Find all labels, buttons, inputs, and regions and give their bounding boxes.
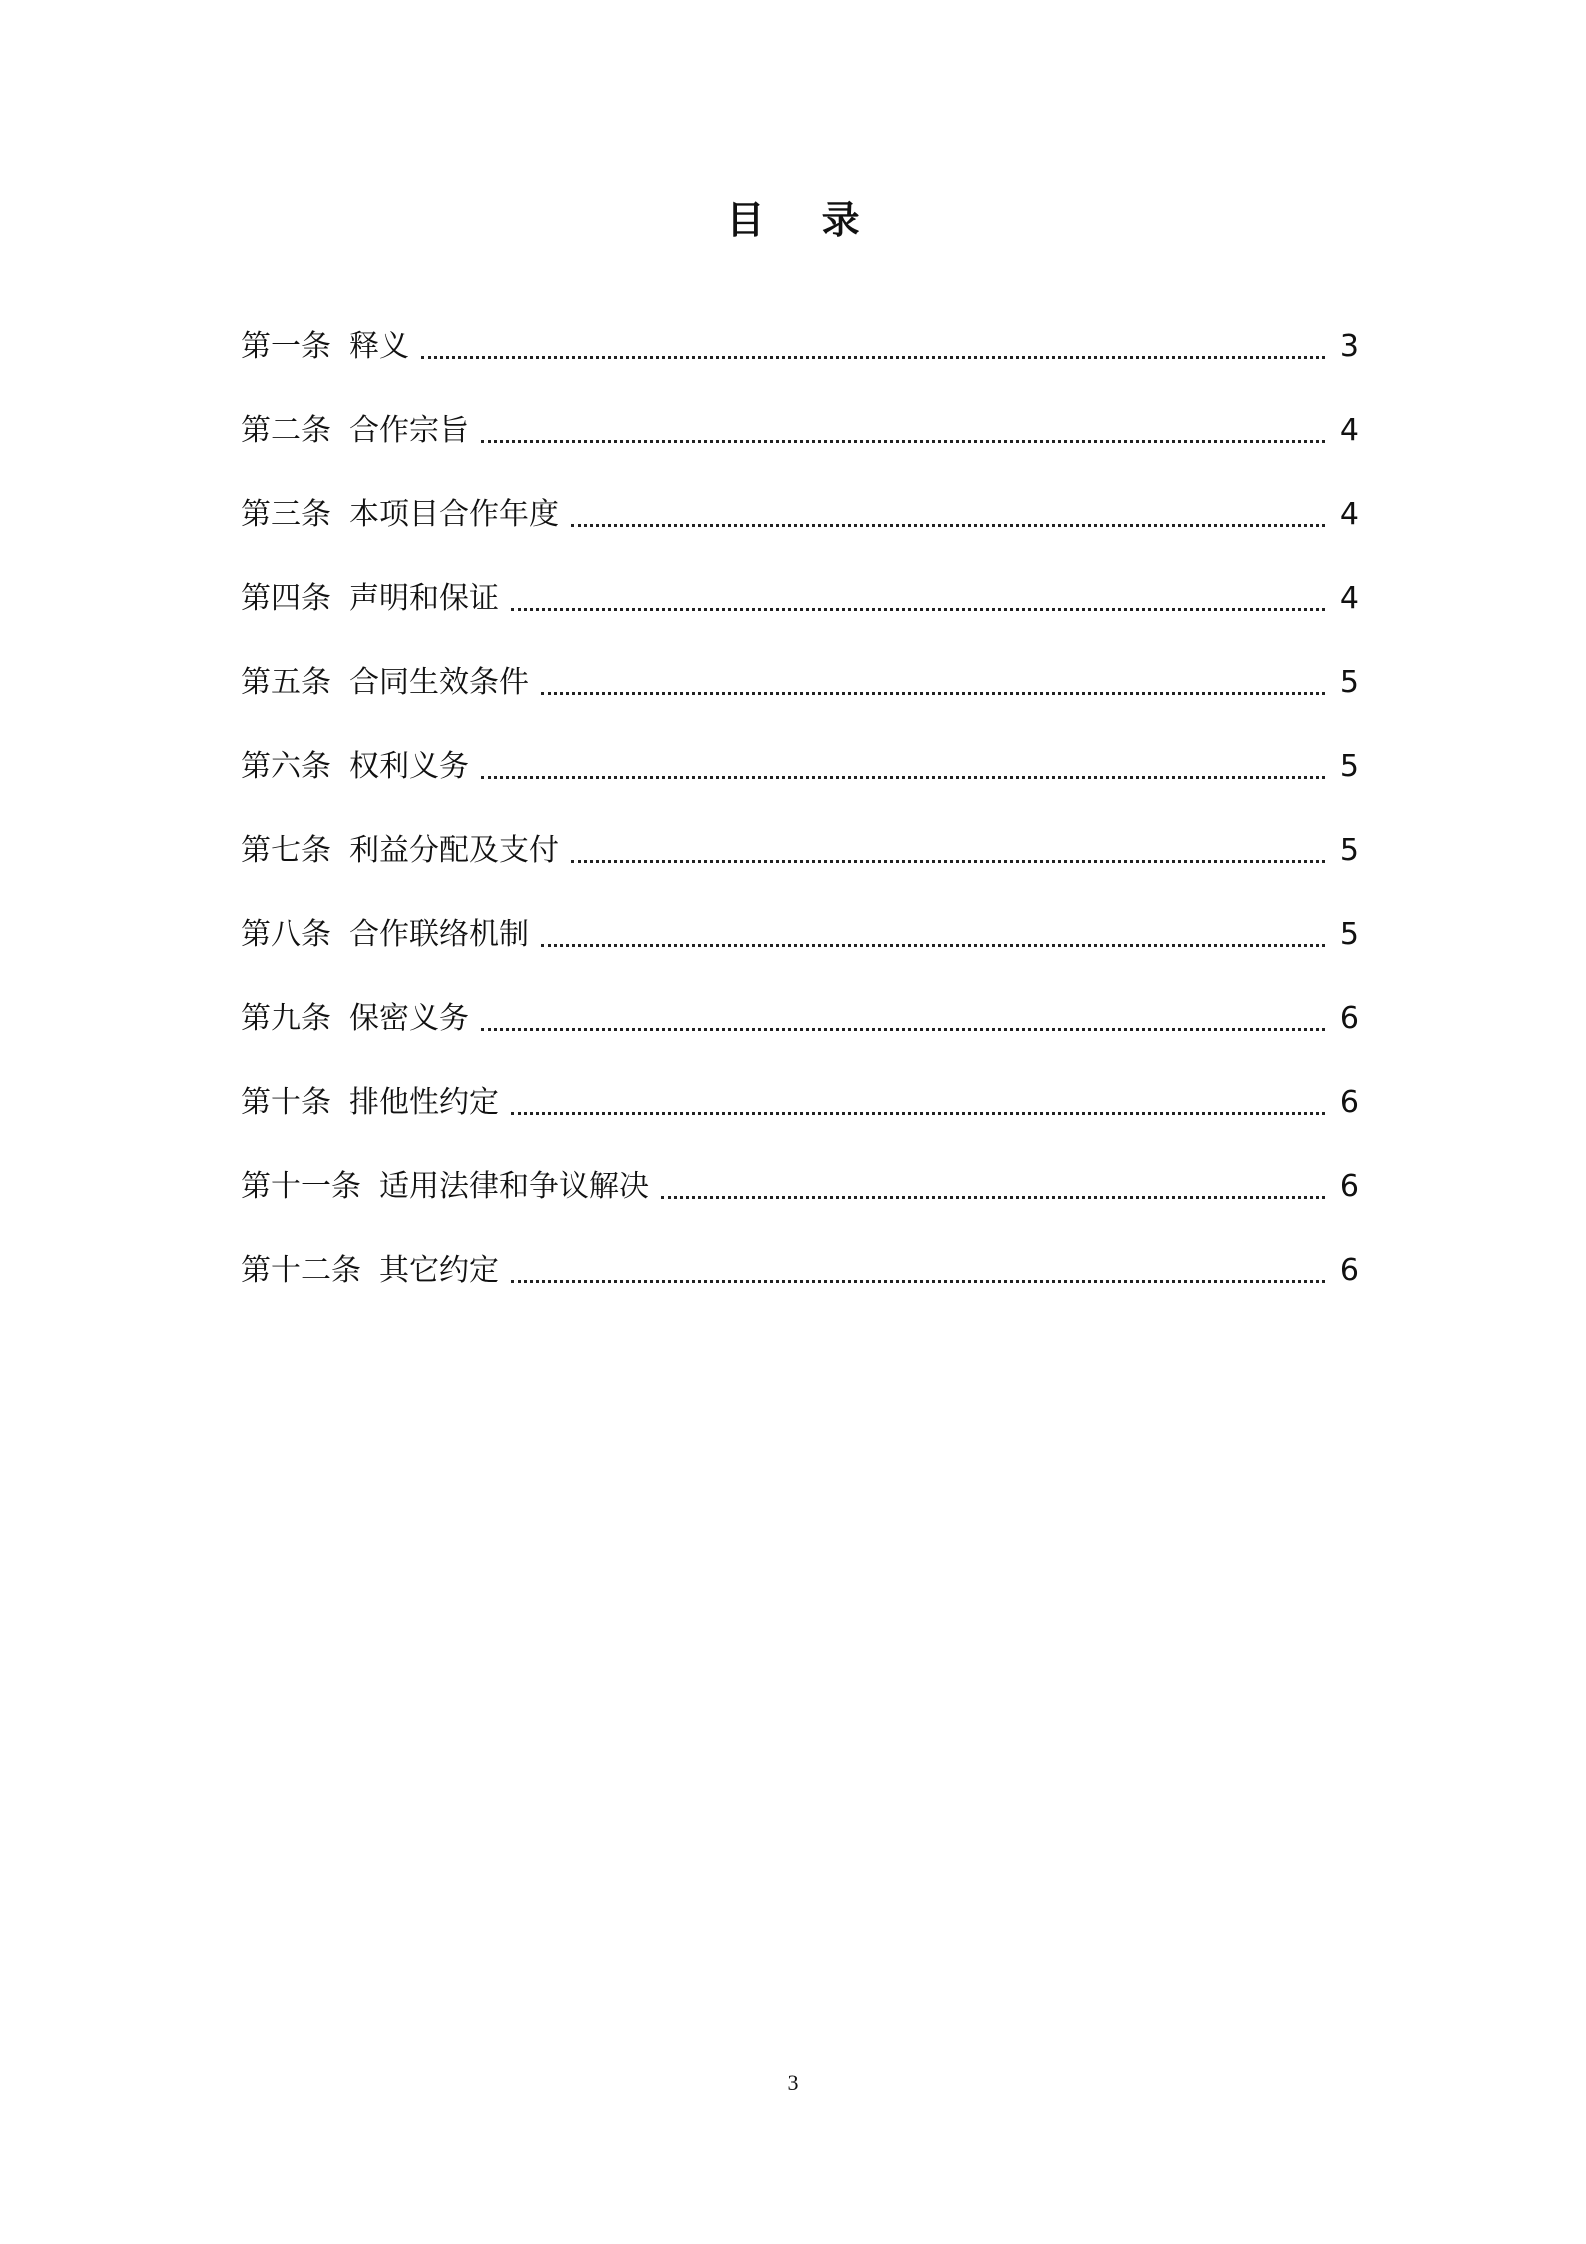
toc-article-number: 第五条 bbox=[241, 665, 331, 700]
toc-page-number: 6 bbox=[1339, 1001, 1359, 1036]
toc-article-number: 第八条 bbox=[241, 917, 331, 952]
toc-dot-leader bbox=[511, 1251, 1325, 1291]
toc-title: 目 录 bbox=[726, 198, 882, 242]
toc-entry[interactable] bbox=[241, 389, 1359, 473]
toc-article-number: 第十条 bbox=[241, 1085, 331, 1120]
toc-dot-leader bbox=[541, 915, 1325, 955]
toc-article-number: 第九条 bbox=[241, 1001, 331, 1036]
toc-list bbox=[241, 305, 1359, 1313]
toc-dot-leader bbox=[511, 1083, 1325, 1123]
toc-entry[interactable] bbox=[241, 1229, 1359, 1313]
toc-dot-leader bbox=[661, 1167, 1325, 1207]
toc-page-number: 4 bbox=[1339, 497, 1359, 532]
toc-entry-label: 合同生效条件 bbox=[349, 665, 529, 700]
toc-entry-label: 适用法律和争议解决 bbox=[379, 1169, 649, 1204]
toc-dot-leader bbox=[481, 747, 1325, 787]
toc-entry[interactable] bbox=[241, 1145, 1359, 1229]
toc-entry-label: 排他性约定 bbox=[349, 1085, 499, 1120]
toc-dot-leader bbox=[571, 495, 1325, 535]
toc-page-number: 6 bbox=[1339, 1169, 1359, 1204]
toc-page-number: 5 bbox=[1339, 749, 1359, 784]
toc-entry[interactable] bbox=[241, 557, 1359, 641]
toc-entry[interactable] bbox=[241, 893, 1359, 977]
toc-page-number: 6 bbox=[1339, 1253, 1359, 1288]
toc-entry-label: 权利义务 bbox=[349, 749, 469, 784]
toc-entry-label: 其它约定 bbox=[379, 1253, 499, 1288]
toc-article-number: 第一条 bbox=[241, 329, 331, 364]
page-number: 3 bbox=[787, 2070, 799, 2095]
toc-page-number: 5 bbox=[1339, 665, 1359, 700]
toc-dot-leader bbox=[481, 411, 1325, 451]
toc-entry-label: 保密义务 bbox=[349, 1001, 469, 1036]
toc-dot-leader bbox=[421, 327, 1325, 367]
toc-dot-leader bbox=[481, 999, 1325, 1039]
toc-dot-leader bbox=[511, 579, 1325, 619]
toc-entry[interactable] bbox=[241, 473, 1359, 557]
toc-dot-leader bbox=[541, 663, 1325, 703]
toc-article-number: 第二条 bbox=[241, 413, 331, 448]
toc-page-number: 4 bbox=[1339, 581, 1359, 616]
toc-page-number: 6 bbox=[1339, 1085, 1359, 1120]
toc-article-number: 第十一条 bbox=[241, 1169, 361, 1204]
toc-entry-label: 合作联络机制 bbox=[349, 917, 529, 952]
toc-entry-label: 释义 bbox=[349, 329, 409, 364]
toc-entry[interactable] bbox=[241, 641, 1359, 725]
toc-entry[interactable] bbox=[241, 1061, 1359, 1145]
toc-entry[interactable] bbox=[241, 725, 1359, 809]
toc-entry-label: 合作宗旨 bbox=[349, 413, 469, 448]
toc-entry[interactable] bbox=[241, 305, 1359, 389]
toc-entry-label: 声明和保证 bbox=[349, 581, 499, 616]
toc-article-number: 第十二条 bbox=[241, 1253, 361, 1288]
toc-page-number: 5 bbox=[1339, 917, 1359, 952]
toc-entry-label: 利益分配及支付 bbox=[349, 833, 559, 868]
toc-page-number: 3 bbox=[1339, 329, 1359, 364]
toc-article-number: 第七条 bbox=[241, 833, 331, 868]
toc-article-number: 第四条 bbox=[241, 581, 331, 616]
toc-entry[interactable] bbox=[241, 977, 1359, 1061]
toc-dot-leader bbox=[571, 831, 1325, 871]
toc-article-number: 第三条 bbox=[241, 497, 331, 532]
toc-page-number: 4 bbox=[1339, 413, 1359, 448]
toc-article-number: 第六条 bbox=[241, 749, 331, 784]
toc-entry[interactable] bbox=[241, 809, 1359, 893]
toc-entry-label: 本项目合作年度 bbox=[349, 497, 559, 532]
toc-page-number: 5 bbox=[1339, 833, 1359, 868]
